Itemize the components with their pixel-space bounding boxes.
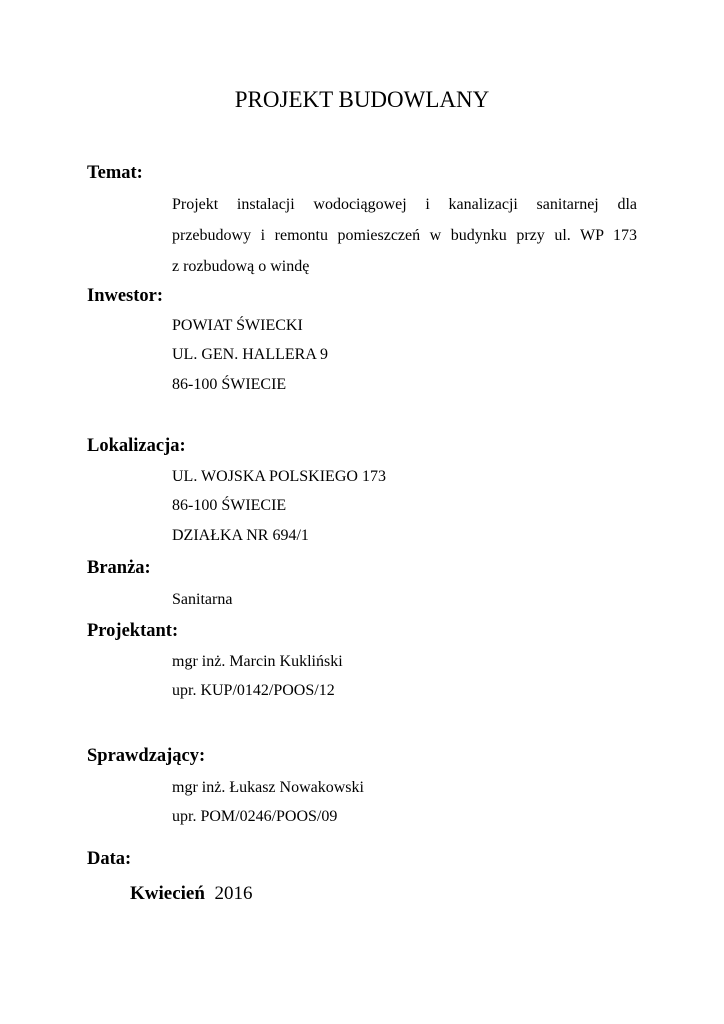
sprawdzajacy-line-2: upr. POM/0246/POOS/09 [172, 808, 338, 825]
date-year: 2016 [214, 883, 253, 904]
branza-heading: Branża: [87, 558, 151, 578]
inwestor-line-1: POWIAT ŚWIECKI [172, 317, 303, 334]
projektant-heading: Projektant: [87, 621, 179, 641]
inwestor-heading: Inwestor: [87, 286, 164, 306]
document-title: PROJEKT BUDOWLANY [234, 87, 490, 112]
inwestor-line-3: 86-100 ŚWIECIE [172, 376, 287, 393]
date-line [130, 884, 252, 903]
temat-heading: Temat: [87, 163, 143, 183]
inwestor-line-2: UL. GEN. HALLERA 9 [172, 346, 328, 363]
branza-line-1: Sanitarna [172, 591, 233, 608]
lokalizacja-line-1: UL. WOJSKA POLSKIEGO 173 [172, 468, 386, 485]
data-heading: Data: [87, 849, 132, 869]
temat-line-2: przebudowy i remontu pomieszczeń w budynku przy ul. WP 173 [172, 227, 637, 244]
lokalizacja-line-3: DZIAŁKA NR 694/1 [172, 527, 309, 544]
projektant-line-2: upr. KUP/0142/POOS/12 [172, 682, 335, 699]
projektant-line-1: mgr inż. Marcin Kukliński [172, 653, 343, 670]
lokalizacja-line-2: 86-100 ŚWIECIE [172, 497, 287, 514]
date-month: Kwiecień [130, 883, 205, 904]
sprawdzajacy-heading: Sprawdzający: [87, 746, 206, 766]
lokalizacja-heading: Lokalizacja: [87, 436, 186, 456]
temat-line-3: z rozbudową o windę [172, 258, 310, 275]
sprawdzajacy-line-1: mgr inż. Łukasz Nowakowski [172, 779, 364, 796]
temat-line-1: Projekt instalacji wodociągowej i kanalizacji sanitarnej dla [172, 196, 637, 213]
